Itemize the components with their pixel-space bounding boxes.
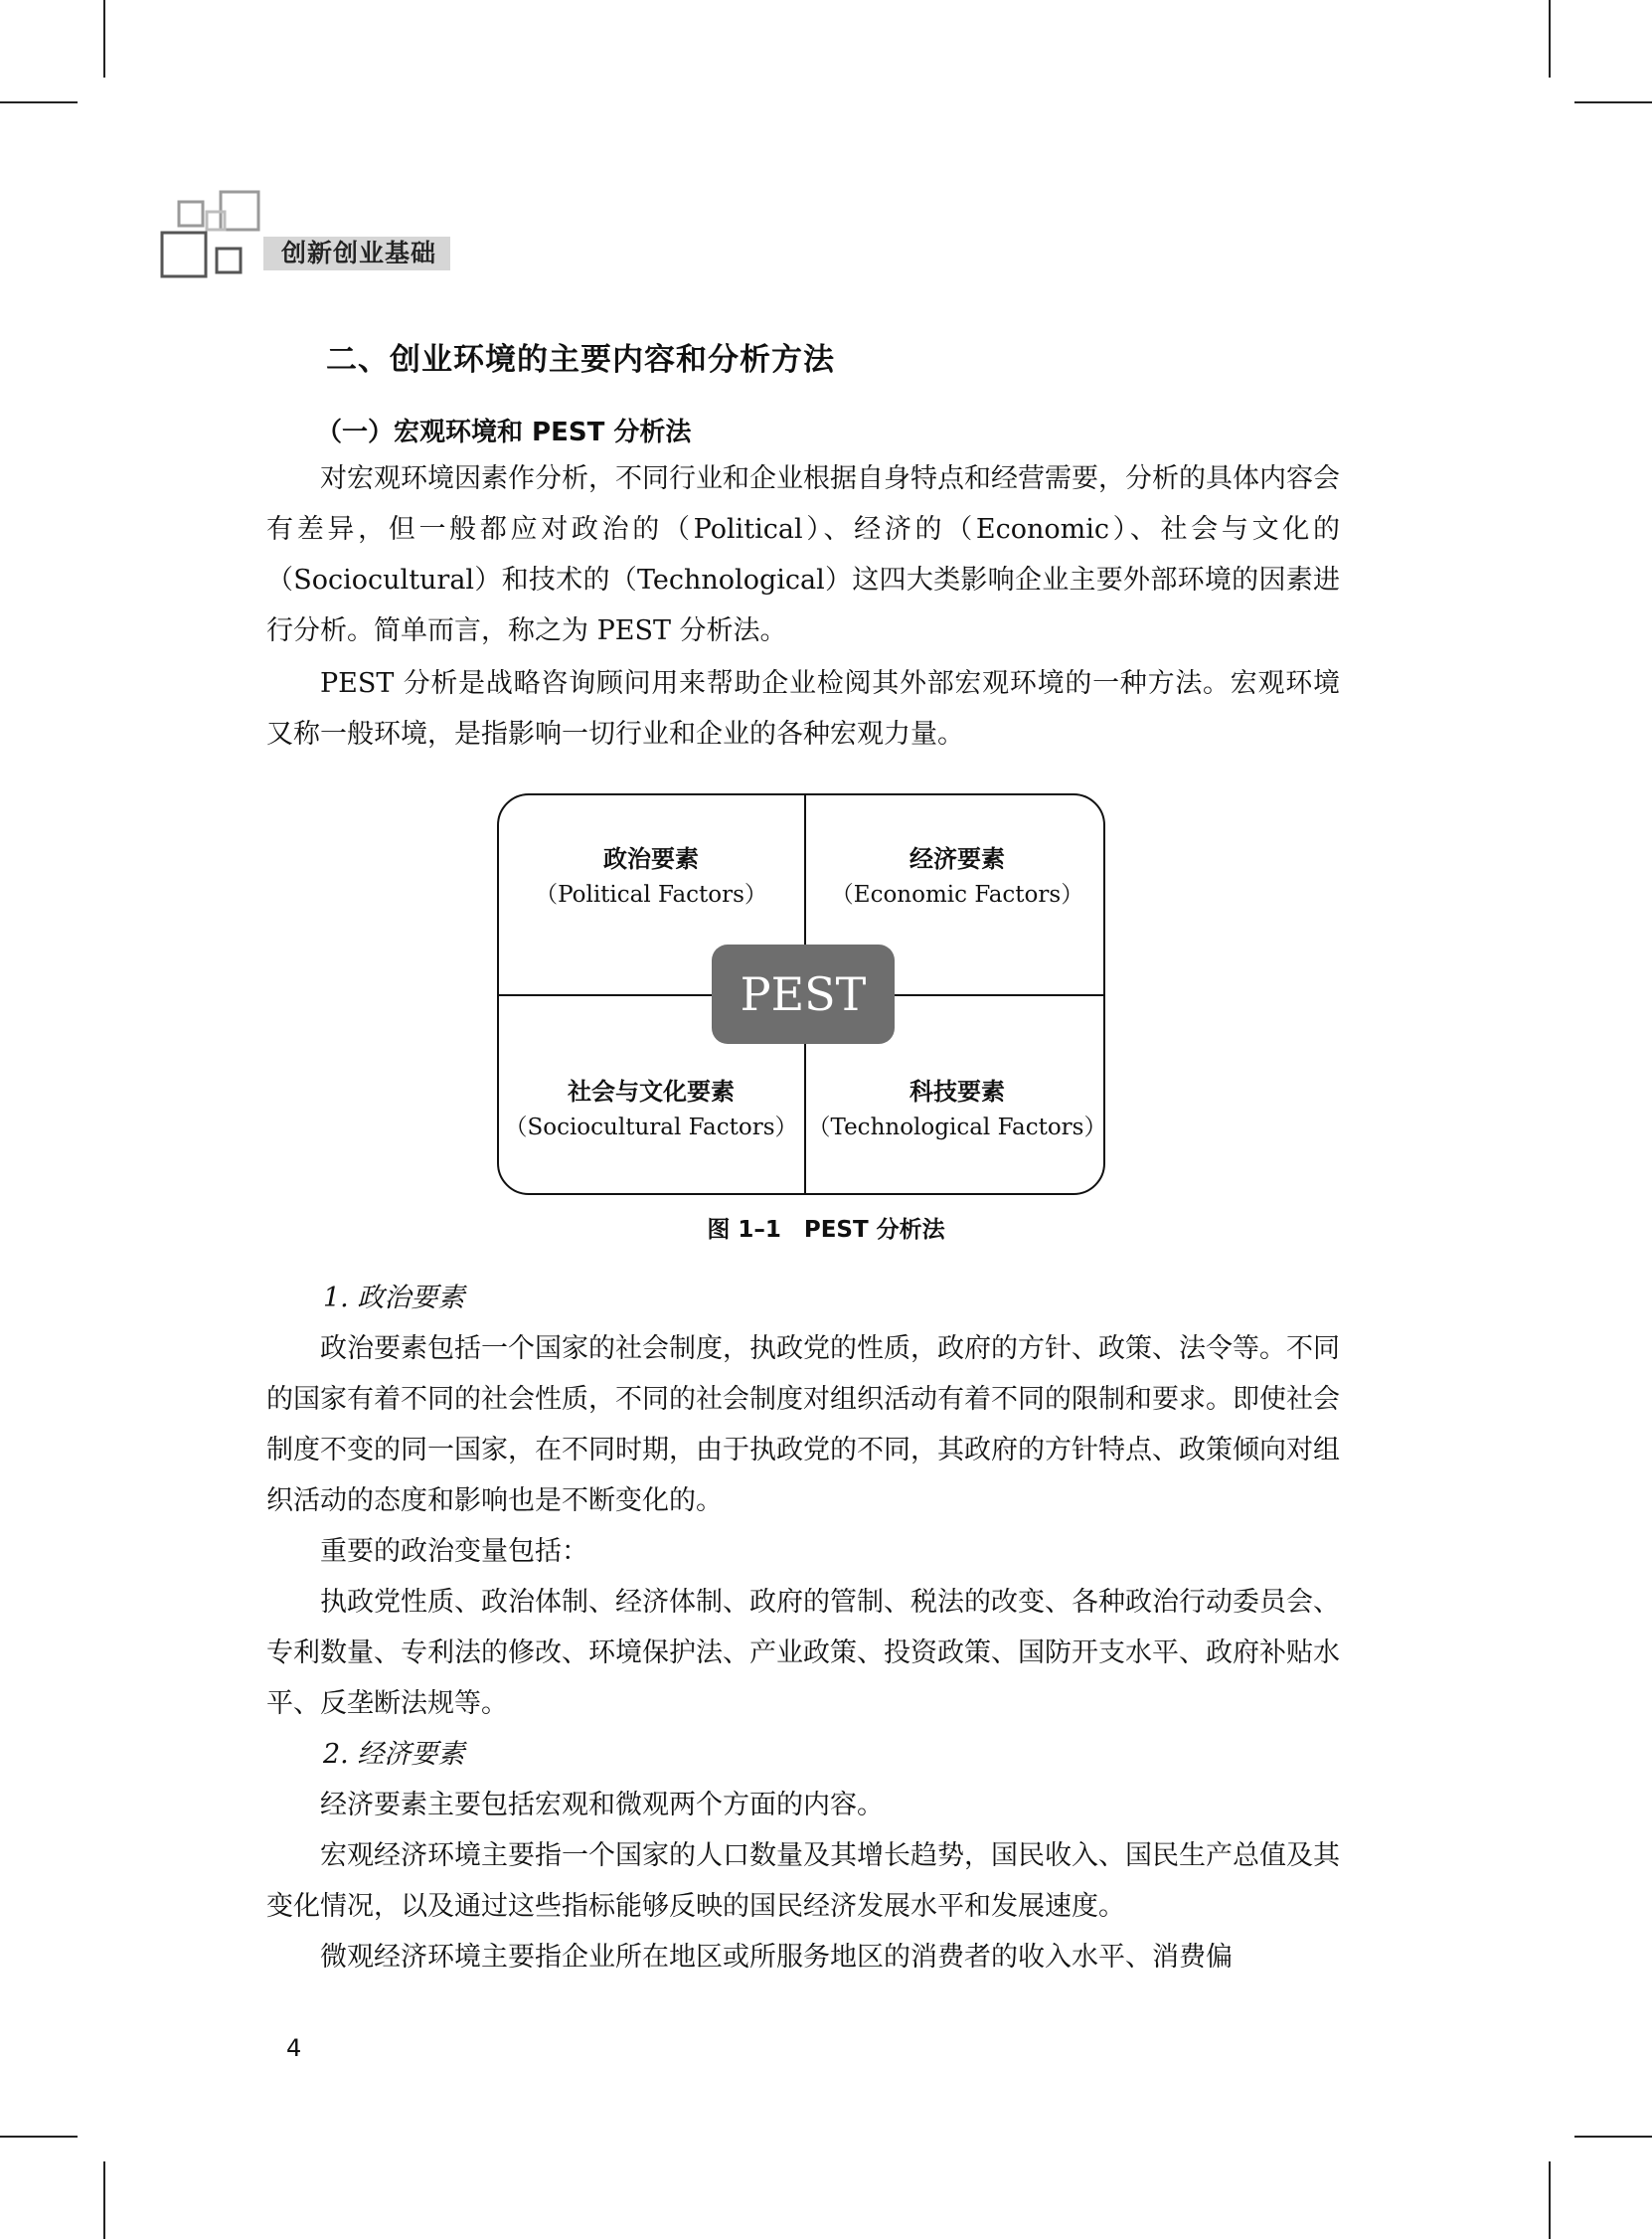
crop-mark [1549,2161,1551,2239]
intro-paragraph-1: 对宏观环境因素作分析，不同行业和企业根据自身特点和经营需要，分析的具体内容会有差异，但一般都应对政治的（Political）、经济的（Economic）、社会与文化的（Sociocultural）和技术的（Technological）这四大类影响企业主要外部环境的因素进行分析。简单而言，称之为 PEST 分析法。 [266,463,1340,646]
quadrant-sociocultural-subtitle: （Sociocultural Factors） [504,1115,798,1140]
crop-mark [1574,2136,1652,2138]
subsection-title: （一）宏观环境和 PEST 分析法 [316,418,692,447]
economic-paragraph-1: 经济要素主要包括宏观和微观两个方面的内容。 [320,1790,884,1820]
quadrant-technological-title: 科技要素 [909,1078,1005,1106]
quadrant-technological [805,1074,1109,1145]
quadrant-economic-title: 经济要素 [909,845,1005,873]
quadrant-sociocultural [499,1074,803,1145]
political-paragraph-2: 重要的政治变量包括： [320,1536,588,1567]
heading-political: 1. 政治要素 [323,1283,465,1313]
crop-mark [1549,0,1551,78]
intro-paragraph-2: PEST 分析是战略咨询顾问用来帮助企业检阅其外部宏观环境的一种方法。宏观环境又称一般环境，是指影响一切行业和企业的各种宏观力量。 [266,668,1340,750]
political-paragraph-3: 执政党性质、政治体制、经济体制、政府的管制、税法的改变、各种政治行动委员会、专利数量、专利法的修改、环境保护法、产业政策、投资政策、国防开支水平、政府补贴水平、反垄断法规等。 [266,1587,1340,1719]
section-title: 二、创业环境的主要内容和分析方法 [326,342,835,378]
header-logo-icon [159,189,268,278]
figure-caption: 图 1–1 PEST 分析法 [707,1217,945,1243]
political-paragraph-1: 政治要素包括一个国家的社会制度，执政党的性质，政府的方针、政策、法令等。不同的国家有着不同的社会性质，不同的社会制度对组织活动有着不同的限制和要求。即使社会制度不变的同一国家，在不同时期，由于执政党的不同，其政府的方针特点、政策倾向对组织活动的态度和影响也是不断变化的。 [266,1333,1340,1516]
pest-diagram [497,793,1105,1195]
quadrant-political [499,841,803,913]
quadrant-political-title: 政治要素 [603,845,699,873]
heading-economic: 2. 经济要素 [323,1739,465,1770]
pest-center-label: PEST [712,945,895,1044]
economic-paragraph-3: 微观经济环境主要指企业所在地区或所服务地区的消费者的收入水平、消费偏 [320,1942,1233,1973]
quadrant-political-subtitle: （Political Factors） [535,882,767,908]
quadrant-technological-subtitle: （Technological Factors） [807,1115,1107,1140]
quadrant-economic-subtitle: （Economic Factors） [830,882,1084,908]
crop-mark [103,0,105,78]
crop-mark [0,2136,78,2138]
crop-mark [1574,101,1652,103]
page-number: 4 [286,2034,302,2062]
crop-mark [103,2161,105,2239]
quadrant-sociocultural-title: 社会与文化要素 [568,1078,735,1106]
header-book-title: 创新创业基础 [263,237,450,270]
quadrant-economic [805,841,1109,913]
crop-mark [0,101,78,103]
economic-paragraph-2: 宏观经济环境主要指一个国家的人口数量及其增长趋势，国民收入、国民生产总值及其变化情况，以及通过这些指标能够反映的国民经济发展水平和发展速度。 [266,1840,1340,1922]
